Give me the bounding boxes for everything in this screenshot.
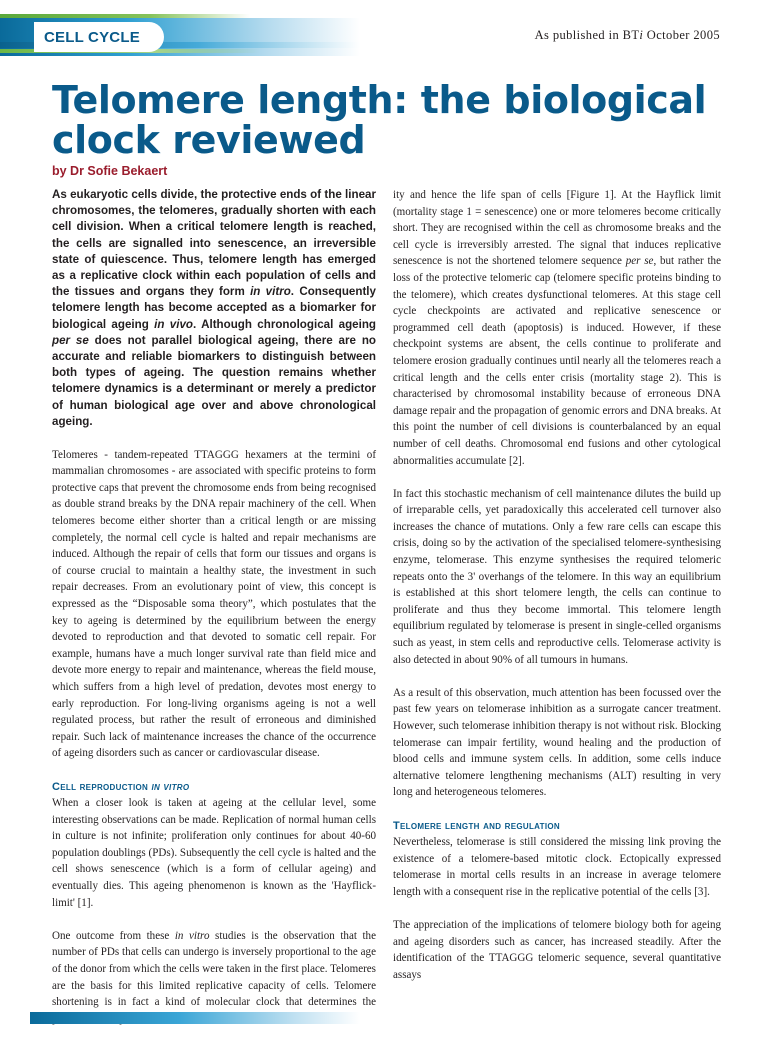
text-run: , but rather the loss of the protective telomeric cap (telomere specific proteins binding to the telomere), which creates dysfunctional telomeres. At this stage cell cycle checkpoints are activated and replicative senescence or programmed cell death (apoptosis) is induced. However, if these checkpoint systems are absent, the cells continue to proliferate and telomere erosion gradually continues until nearly all the telomeres reach a critical length and the cells enter crisis (mortality stage 2). This is characterised by chromosomal instability because of erroneous DNA damage repair and the propagation of genomic errors and DNA breaks. At this point the number of cell divisions is counterbalanced by an equal number of cell deaths. Chromosomal end fusions and other cytological abnormalities accumulate [2]. [393,255,721,467]
section-heading-telomere-length [393,818,721,835]
section2-body [393,834,721,983]
text-run: Telomeres - tandem-repeated TTAGGG hexamers at the termini of mammalian chromosomes - are associated with specific proteins to form protective caps that prevent the chromosome ends from being recognised as double strand breaks by the DNA repair machinery of the cell. When telomeres become either shorter than a critical length or are missing completely, the normal cell cycle is halted and repair mechanisms are induced. Although the repair of cells that form our tissues and organs is of course crucial to maintain a healthy state, the investment in such repair decreases. From an evolutionary point of view, this concept is expressed as the “Disposable soma theory”, which postulates that the key to ageing is determined by the equilibrium between the energy devoted to reproduction and that devoted to somatic cell repair. For example, humans have a much longer survival rate than field mice and devote more energy to repair and maintenance, whereas the field mouse, which suffers from a high level of predation, devotes most energy to early reproduction. For long-living organisms ageing is not a well regulated process, but rather the result of erroneous and diminished repair. Such lack of maintenance increases the chance of the occurrence of ageing disorders such as cancer or cardiovascular disease. [52,448,376,760]
publication-note [535,28,720,43]
pub-date: October 2005 [643,28,720,42]
body-paragraph [52,795,376,911]
right-body [393,187,721,801]
italic-text: in vivo [154,317,193,331]
right-column [393,187,721,1000]
text-run: . Consequently telomere length has become accepted as a biomarker for biological ageing [52,285,376,331]
section-label: CELL CYCLE [44,28,140,46]
text-run: does not parallel biological ageing, there are no accurate and reliable biomarkers to distinguish between both types of ageing. The question remains whether telomere dynamics is a determinant or merely a predictor of human biological age over and above chronological ageing. [52,333,376,428]
article-title: Telomere length: the biological clock reviewed [52,78,707,162]
text-run: studies is the observation that the number of PDs that cells can undergo is inversely proportional to the age of the donor from which the cells were taken in the first place. Telomeres are the basis for this limited replicative capacity of cells. Telomere shortening is in fact a kind of molecular clock that determines the [52,929,376,1009]
body-paragraph [393,187,721,469]
italic-text: in vitro [151,780,190,793]
text-run: Telomere length and regulation [393,819,560,832]
italic-text: per se [625,255,654,268]
section1-body [52,795,376,1027]
text-run: Cell reproduction [52,780,152,793]
body-paragraph [393,834,721,900]
left-column [52,187,376,1044]
text-run: Nevertheless, telomerase is still considered the missing link proving the existence of a telomere-based mitotic clock. Ectopically expressed telomerase in mortal cells results in an increase in average telomere length with a consequent rise in the replicative potential of the cells [3]. [393,836,721,898]
section-heading-cell-reproduction [52,779,376,796]
pub-italic: i [639,28,644,42]
text-run: When a closer look is taken at ageing at the cellular level, some interesting observations can be made. Replication of normal human cells in culture is not infinite; proliferation only continues for about 40-60 population doublings (PDs). Subsequently the cell cycle is halted and the cell shows senescence (which is a form of cellular ageing) and eventually dies. This ageing phenomenon is known as the 'Hayflick-limit' [1]. [52,797,376,909]
section-tag [34,22,164,52]
text-run: The appreciation of the implications of telomere biology both for ageing and ageing disorders such as cancer, has increased steadily. After the identification of the TTAGGG telomeric sequence, several quantitative assays [393,919,721,981]
text-run: ity and hence the life span of cells [Figure 1]. At the Hayflick limit (mortality stage 1 = senescence) one or more telomeres become critically short. They are recognised within the cell as chromosome breaks and the cell cycle is irreversibly arrested. The signal that induces replicative senescence is not the shortened telomere sequence [393,189,721,268]
text-run: One outcome from these [52,929,175,942]
body-paragraph [52,447,376,762]
body-paragraph [393,486,721,669]
text-run: As eukaryotic cells divide, the protective ends of the linear chromosomes, the telomeres, gradually shorten with each cell division. When a critical telomere length is reached, the cells are signalled into senescence, an irreversible state of quiescence. Thus, telomere length has emerged as a replicative clock within each population of cells and the tissues and organs they form [52,188,376,299]
abstract [52,187,376,430]
body-paragraph [393,917,721,983]
text-run: In fact this stochastic mechanism of cell maintenance dilutes the build up of irreparable cells, yet paradoxically this accelerated cell turnover also increases the chance of mutations. Only a few rare cells can escape this crisis, doing so by the activation of the specialised telomere-synthesising enzyme, telomerase. This enzyme synthesises the required telomeric repeats onto the 3' overhangs of the telomere. In this way an equilibrium is established at this short telomere length, the cells can continue to proliferate and thus they become immortal. This telomere length equilibrium regulated by telomerase is present in single-celled organisms such as yeast, in stem cells and reproductive cells. Telomerase activity is also detected in about 90% of all tumours in humans. [393,487,721,666]
footer-band [30,1012,360,1024]
text-run: As a result of this observation, much attention has been focussed over the past few years on telomerase inhibition as a surrogate cancer treatment. However, such telomerase inhibition therapy is not without risk. Blocking telomerase can impair fertility, wound healing and the production of blood cells and immune system cells. In addition, some cells induce alternative telomere lengthening mechanisms (ALT) resulting in very long and heterogeneous telomeres. [393,686,721,799]
italic-text: in vitro [250,285,291,299]
byline: by Dr Sofie Bekaert [52,164,168,178]
text-run: . Although chronological ageing [192,317,376,331]
body-paragraph [393,685,721,801]
intro-body [52,447,376,762]
italic-text: in vitro [174,929,210,942]
pub-prefix: As published in BT [534,28,640,42]
italic-text: per se [52,333,89,347]
